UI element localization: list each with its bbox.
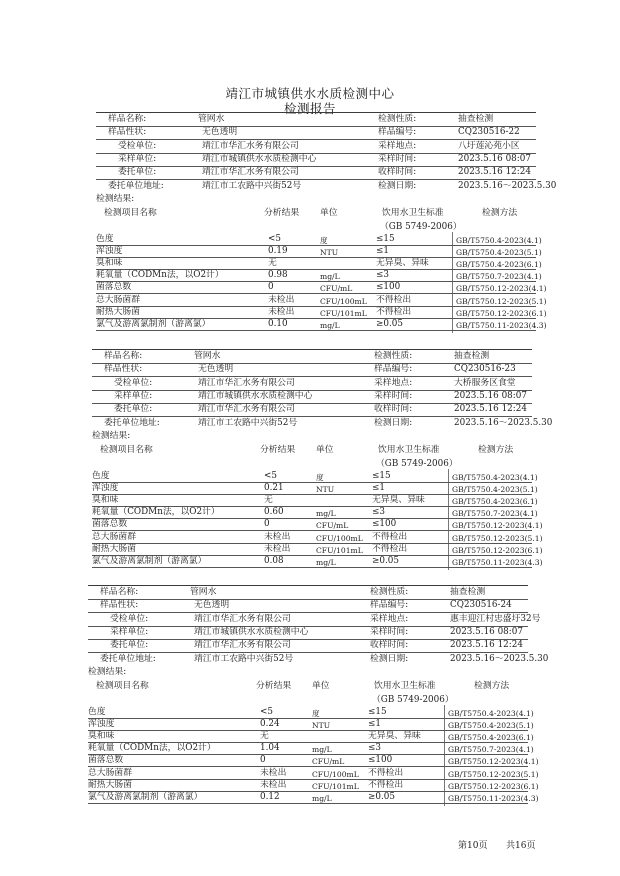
info-label-sample-time: 采样时间: (378, 153, 417, 164)
info-value-commissioner-addr: 靖江市工农路中兴街52号 (198, 417, 298, 428)
info-value-commissioner: 靖江市华汇水务有限公司 (194, 640, 291, 651)
item-unit: mg/L (320, 320, 340, 330)
info-value-sample-time: 2023.5.16 08:07 (458, 153, 531, 164)
col-header-unit: 单位 (320, 208, 338, 218)
info-value-test-date: 2023.5.16～2023.5.30 (458, 180, 557, 191)
item-result: 0.60 (264, 507, 284, 518)
item-method: GB/T5750.12-2023(5.1) (452, 533, 543, 543)
item-name: 浑浊度 (92, 483, 119, 494)
table-row-rule (88, 730, 528, 731)
info-value-recv-time: 2023.5.16 12:24 (454, 404, 527, 415)
item-method: GB/T5750.12-2023(5.1) (448, 769, 539, 779)
col-header-standard-code: （GB 5749-2006） (376, 459, 458, 469)
results-label: 检测结果: (88, 667, 127, 677)
section-top-rule (88, 585, 528, 586)
item-result: 0 (264, 519, 270, 530)
item-unit: 度 (316, 473, 324, 482)
col-header-result: 分析结果 (260, 445, 296, 455)
col-header-method: 检测方法 (474, 681, 510, 691)
item-standard: 不得检出 (368, 779, 404, 790)
item-unit: CFU/101mL (312, 781, 359, 791)
item-standard: ≤100 (372, 519, 397, 530)
item-result: 0.08 (264, 555, 284, 566)
item-method: GB/T5750.4-2023(6.1) (448, 733, 534, 743)
table-row-rule (88, 766, 528, 767)
info-value-commissioner: 靖江市华汇水务有限公司 (198, 404, 295, 415)
info-label-sample-name: 样品名称: (108, 114, 147, 124)
info-value-sample-no: CQ230516-24 (450, 600, 512, 611)
info-label-sample-status: 样品性状: (104, 364, 143, 375)
info-label-recv-time: 收样时间: (370, 640, 409, 651)
item-unit: CFU/100mL (312, 769, 359, 779)
info-value-recv-time: 2023.5.16 12:24 (450, 640, 523, 651)
info-value-client: 靖江市华汇水务有限公司 (202, 140, 299, 151)
item-unit: CFU/mL (312, 757, 345, 767)
table-row-rule (96, 281, 536, 282)
info-label-sample-time: 采样时间: (370, 626, 409, 637)
item-standard: ≥0.05 (376, 318, 403, 329)
item-standard: ≥0.05 (368, 791, 395, 802)
item-standard: ≤1 (368, 719, 381, 730)
info-value-sample-status: 无色透明 (194, 600, 230, 611)
item-unit: CFU/100mL (320, 296, 367, 306)
info-value-site: 八圩莲沁苑小区 (458, 140, 520, 151)
info-label-sampler: 采样单位: (118, 153, 157, 164)
item-unit: NTU (316, 485, 335, 495)
item-standard: ≤1 (376, 246, 389, 257)
item-name: 色度 (92, 471, 110, 481)
item-result: 未检出 (260, 779, 287, 790)
info-value-client: 靖江市华汇水务有限公司 (198, 377, 295, 388)
item-method: GB/T5750.4-2023(4.1) (456, 236, 542, 245)
info-label-site: 采样地点: (378, 140, 417, 151)
item-result: 1.04 (260, 743, 280, 754)
item-name: 氯气及游离氯制剂（游离氯） (92, 555, 207, 566)
item-result: 0.19 (268, 246, 288, 257)
item-unit: 度 (312, 709, 320, 718)
info-label-commissioner: 委托单位: (114, 404, 153, 415)
table-row-rule (92, 567, 532, 568)
item-result: 0 (268, 282, 274, 293)
info-label-test-date: 检测日期: (374, 417, 413, 428)
info-label-site: 采样地点: (374, 377, 413, 388)
item-standard: 不得检出 (368, 767, 404, 778)
info-label-sample-status: 样品性状: (108, 127, 147, 138)
info-label-test-type: 检测性质: (370, 587, 409, 597)
info-label-site: 采样地点: (370, 613, 409, 624)
report-title: 检测报告 (283, 101, 336, 116)
col-header-standard: 饮用水卫生标准 (378, 445, 440, 455)
section-top-rule (92, 349, 532, 350)
col-header-method: 检测方法 (482, 208, 518, 218)
item-result: 无 (264, 495, 273, 506)
item-standard: 不得检出 (376, 294, 412, 305)
item-name: 总大肠菌群 (96, 294, 140, 305)
info-label-sample-no: 样品编号: (370, 600, 409, 611)
item-result: <5 (260, 707, 273, 717)
col-header-result: 分析结果 (256, 681, 292, 691)
info-value-sample-status: 无色透明 (198, 364, 234, 375)
item-name: 臭和味 (88, 731, 115, 742)
table-row-rule (96, 293, 536, 294)
item-standard: ≤3 (376, 270, 389, 281)
info-label-client: 受检单位: (110, 613, 149, 624)
item-result: 0.21 (264, 483, 284, 494)
item-name: 菌落总数 (88, 755, 124, 766)
table-row-rule (96, 306, 536, 307)
info-value-sample-time: 2023.5.16 08:07 (450, 626, 523, 637)
item-result: 未检出 (264, 531, 291, 542)
table-row-rule (92, 518, 532, 519)
item-name: 耐热大肠菌 (88, 779, 132, 790)
info-value-commissioner-addr: 靖江市工农路中兴街52号 (202, 180, 302, 191)
item-method: GB/T5750.7-2023(4.1) (452, 509, 538, 519)
item-result: 0.98 (268, 270, 288, 281)
item-name: 氯气及游离氯制剂（游离氯） (88, 791, 203, 802)
col-header-unit: 单位 (312, 681, 330, 691)
item-standard: 无异臭、异味 (376, 258, 429, 269)
info-value-test-type: 抽查检测 (454, 351, 490, 361)
item-name: 菌落总数 (96, 282, 132, 293)
info-label-commissioner-addr: 委托单位地址: (100, 653, 156, 664)
page-number: 第10页 (458, 841, 488, 851)
item-unit: CFU/mL (316, 521, 349, 531)
table-row-rule (96, 245, 536, 246)
info-label-sample-name: 样品名称: (104, 351, 143, 361)
info-label-sample-name: 样品名称: (100, 587, 139, 597)
item-method: GB/T5750.4-2023(5.1) (448, 721, 534, 731)
item-name: 总大肠菌群 (88, 767, 132, 778)
item-method: GB/T5750.12-2023(6.1) (448, 781, 539, 791)
col-header-standard: 饮用水卫生标准 (382, 208, 444, 218)
info-label-test-date: 检测日期: (378, 180, 417, 191)
item-standard: 不得检出 (372, 531, 408, 542)
info-value-client: 靖江市华汇水务有限公司 (194, 613, 291, 624)
item-unit: CFU/100mL (316, 533, 363, 543)
item-unit: mg/L (312, 745, 332, 755)
info-label-sampler: 采样单位: (110, 626, 149, 637)
info-value-test-date: 2023.5.16～2023.5.30 (450, 653, 549, 664)
item-result: 未检出 (268, 306, 295, 317)
item-method: GB/T5750.11-2023(4.3) (452, 557, 543, 567)
info-label-sample-time: 采样时间: (374, 390, 413, 401)
info-value-site: 大桥服务区食堂 (454, 377, 516, 388)
table-row-rule (88, 754, 528, 755)
item-method: GB/T5750.12-2023(5.1) (456, 296, 547, 306)
item-method: GB/T5750.4-2023(4.1) (452, 473, 538, 482)
info-value-test-type: 抽查检测 (450, 587, 486, 597)
item-name: 菌落总数 (92, 519, 128, 530)
item-method: GB/T5750.12-2023(4.1) (452, 521, 543, 531)
info-label-commissioner: 委托单位: (110, 640, 149, 651)
item-name: 色度 (88, 707, 106, 717)
item-name: 浑浊度 (96, 246, 123, 257)
col-header-standard-code: （GB 5749-2006） (372, 695, 454, 705)
info-value-recv-time: 2023.5.16 12:24 (458, 167, 531, 178)
item-result: 未检出 (260, 767, 287, 778)
item-standard: ≤1 (372, 483, 385, 494)
item-method: GB/T5750.11-2023(4.3) (448, 793, 539, 803)
item-unit: CFU/101mL (320, 308, 367, 318)
info-label-commissioner-addr: 委托单位地址: (108, 180, 164, 191)
info-label-sampler: 采样单位: (114, 390, 153, 401)
col-header-standard-code: （GB 5749-2006） (380, 222, 462, 232)
item-result: 0.12 (260, 791, 280, 802)
info-value-test-type: 抽查检测 (458, 114, 494, 124)
item-standard: 不得检出 (372, 543, 408, 554)
info-label-sample-no: 样品编号: (378, 127, 417, 138)
info-label-client: 受检单位: (118, 140, 157, 151)
item-unit: CFU/101mL (316, 545, 363, 555)
item-method: GB/T5750.4-2023(6.1) (456, 260, 542, 270)
item-method: GB/T5750.7-2023(4.1) (456, 272, 542, 282)
item-method: GB/T5750.12-2023(6.1) (456, 308, 547, 318)
item-name: 氯气及游离氯制剂（游离氯） (96, 318, 211, 329)
results-label: 检测结果: (92, 431, 131, 441)
item-unit: mg/L (312, 793, 332, 803)
item-name: 耗氧量（CODMn法，以O2计） (92, 507, 220, 518)
item-result: 无 (268, 258, 277, 269)
table-row-rule (92, 543, 532, 544)
results-label: 检测结果: (96, 194, 135, 204)
table-row-rule (96, 257, 536, 258)
item-standard: 无异臭、异味 (368, 731, 421, 742)
table-row-rule (92, 482, 532, 483)
item-standard: ≤15 (376, 234, 395, 244)
table-row-rule (92, 530, 532, 531)
item-method: GB/T5750.4-2023(4.1) (448, 709, 534, 718)
item-result: 未检出 (268, 294, 295, 305)
item-unit: mg/L (316, 557, 336, 567)
info-value-sample-name: 管网水 (190, 587, 217, 597)
item-name: 浑浊度 (88, 719, 115, 730)
item-method: GB/T5750.7-2023(4.1) (448, 745, 534, 755)
info-label-recv-time: 收样时间: (374, 404, 413, 415)
info-label-commissioner: 委托单位: (118, 167, 157, 178)
item-unit: mg/L (316, 509, 336, 519)
info-value-sampler: 靖江市城镇供水水质检测中心 (202, 153, 317, 164)
item-unit: NTU (312, 721, 331, 731)
item-unit: mg/L (320, 272, 340, 282)
item-name: 臭和味 (96, 258, 123, 269)
item-unit: 度 (320, 236, 328, 245)
item-name: 臭和味 (92, 495, 119, 506)
item-name: 总大肠菌群 (92, 531, 136, 542)
item-result: <5 (264, 471, 277, 481)
info-value-site: 惠丰迎江村忠盛圩32号 (450, 613, 541, 624)
item-standard: ≤15 (372, 471, 391, 481)
info-label-client: 受检单位: (114, 377, 153, 388)
table-row-rule (88, 718, 528, 719)
table-row-rule (92, 494, 532, 495)
item-method: GB/T5750.11-2023(4.3) (456, 320, 547, 330)
item-unit: NTU (320, 248, 339, 258)
table-row-rule (96, 330, 536, 331)
info-label-test-type: 检测性质: (378, 114, 417, 124)
info-value-commissioner-addr: 靖江市工农路中兴街52号 (194, 653, 294, 664)
item-method: GB/T5750.12-2023(4.1) (456, 284, 547, 294)
info-label-test-type: 检测性质: (374, 351, 413, 361)
item-unit: CFU/mL (320, 284, 353, 294)
item-name: 耐热大肠菌 (96, 306, 140, 317)
info-value-sample-name: 管网水 (198, 114, 225, 124)
item-result: 0.10 (268, 318, 288, 329)
col-header-item: 检测项目名称 (104, 208, 157, 218)
info-value-sample-no: CQ230516-22 (458, 127, 520, 138)
col-header-method: 检测方法 (478, 445, 514, 455)
item-standard: ≤15 (368, 707, 387, 717)
info-value-sample-name: 管网水 (194, 351, 221, 361)
item-name: 耗氧量（CODMn法，以O2计） (96, 270, 224, 281)
col-header-result: 分析结果 (264, 208, 300, 218)
item-result: 0 (260, 755, 266, 766)
info-value-sample-no: CQ230516-23 (454, 364, 516, 375)
section-top-rule (96, 112, 536, 113)
page-total: 共16页 (506, 841, 536, 851)
item-standard: ≤100 (376, 282, 401, 293)
info-value-sampler: 靖江市城镇供水水质检测中心 (194, 626, 309, 637)
col-header-item: 检测项目名称 (100, 445, 153, 455)
info-value-sampler: 靖江市城镇供水水质检测中心 (198, 390, 313, 401)
item-standard: 不得检出 (376, 306, 412, 317)
info-label-sample-no: 样品编号: (374, 364, 413, 375)
info-value-sample-status: 无色透明 (202, 127, 238, 138)
col-header-unit: 单位 (316, 445, 334, 455)
item-standard: ≤3 (372, 507, 385, 518)
info-label-sample-status: 样品性状: (100, 600, 139, 611)
info-label-test-date: 检测日期: (370, 653, 409, 664)
item-method: GB/T5750.4-2023(5.1) (452, 485, 538, 495)
item-method: GB/T5750.12-2023(6.1) (452, 545, 543, 555)
info-label-commissioner-addr: 委托单位地址: (104, 417, 160, 428)
org-title: 靖江市城镇供水水质检测中心 (225, 86, 395, 101)
info-value-sample-time: 2023.5.16 08:07 (454, 390, 527, 401)
item-method: GB/T5750.12-2023(4.1) (448, 757, 539, 767)
col-header-item: 检测项目名称 (96, 681, 149, 691)
item-name: 耐热大肠菌 (92, 543, 136, 554)
info-value-test-date: 2023.5.16～2023.5.30 (454, 417, 553, 428)
item-standard: ≤100 (368, 755, 393, 766)
item-result: 未检出 (264, 543, 291, 554)
item-name: 耗氧量（CODMn法，以O2计） (88, 743, 216, 754)
item-method: GB/T5750.4-2023(5.1) (456, 248, 542, 258)
item-result: <5 (268, 234, 281, 244)
info-value-commissioner: 靖江市华汇水务有限公司 (202, 167, 299, 178)
item-name: 色度 (96, 234, 114, 244)
item-standard: 无异臭、异味 (372, 495, 425, 506)
item-result: 0.24 (260, 719, 280, 730)
table-row-rule (88, 779, 528, 780)
table-row-rule (88, 803, 528, 804)
item-standard: ≤3 (368, 743, 381, 754)
col-header-standard: 饮用水卫生标准 (374, 681, 436, 691)
item-method: GB/T5750.4-2023(6.1) (452, 497, 538, 507)
item-result: 无 (260, 731, 269, 742)
item-standard: ≥0.05 (372, 555, 399, 566)
info-label-recv-time: 收样时间: (378, 167, 417, 178)
